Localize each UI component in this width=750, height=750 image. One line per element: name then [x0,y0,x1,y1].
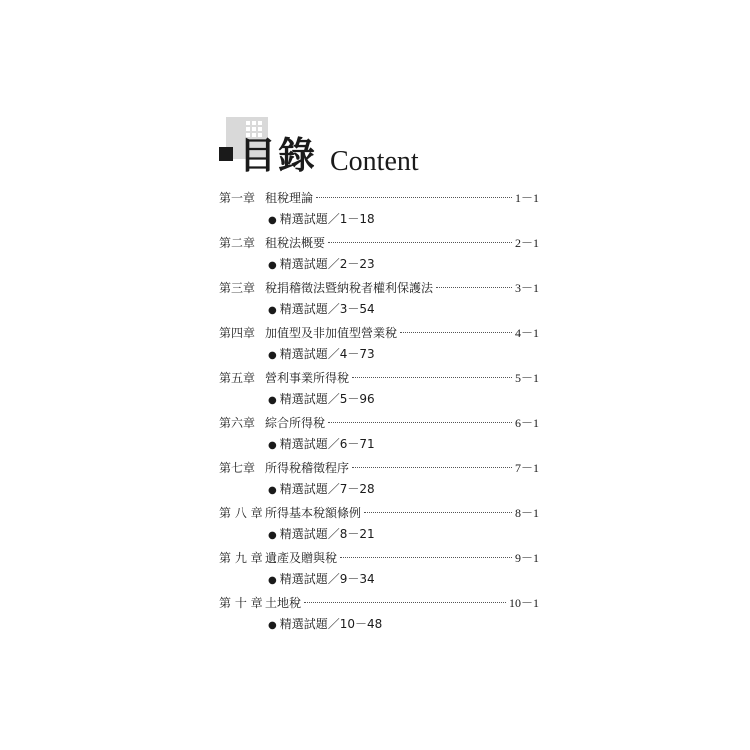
exercise-row[interactable] [268,614,382,634]
chapter-title: 稅捐稽徵法暨納稅者權利保護法 [265,281,434,295]
chapter-title: 租稅法概要 [265,236,326,250]
chapter-row[interactable] [219,187,539,209]
exercise-row[interactable] [268,209,375,229]
dot-leader [328,242,512,243]
chapter-title: 所得基本稅額條例 [265,506,362,520]
dot-leader [436,287,512,288]
dot-leader [340,557,512,558]
page-title-english: Content [330,146,419,177]
exercise-label: 精選試題／3－54 [279,302,375,316]
dot-leader [364,512,512,513]
exercise-row[interactable] [268,434,375,454]
exercise-label: 精選試題／4－73 [279,347,375,361]
title-square-icon [219,147,233,161]
chapter-number: 第六章 [219,416,256,430]
exercise-label: 精選試題／8－21 [279,527,375,541]
bullet-icon: ● [268,485,277,496]
chapter-page: 6－1 [514,416,539,430]
exercise-row[interactable] [268,389,375,409]
chapter-number: 第一章 [219,191,256,205]
chapter-title: 土地稅 [265,596,302,610]
dot-leader [316,197,512,198]
chapter-number: 第三章 [219,281,256,295]
chapter-row[interactable] [219,547,539,569]
bullet-icon: ● [268,260,277,271]
dot-leader [352,377,512,378]
chapter-title: 遺產及贈與稅 [265,551,338,565]
bullet-icon: ● [268,395,277,406]
exercise-label: 精選試題／7－28 [279,482,375,496]
chapter-page: 2－1 [514,236,539,250]
chapter-row[interactable] [219,592,539,614]
toc-entry [219,367,539,412]
chapter-number: 第五章 [219,371,256,385]
chapter-row[interactable] [219,502,539,524]
chapter-number: 第 九 章 [219,551,263,565]
dot-leader [304,602,506,603]
chapter-row[interactable] [219,277,539,299]
page-title: 目錄 [239,134,317,177]
exercise-row[interactable] [268,569,375,589]
toc-entry [219,187,539,232]
chapter-row[interactable] [219,232,539,254]
toc-entry [219,412,539,457]
chapter-title: 營利事業所得稅 [265,371,350,385]
exercise-label: 精選試題／2－23 [279,257,375,271]
toc-entry [219,232,539,277]
chapter-title: 所得稅稽徵程序 [265,461,350,475]
chapter-title: 加值型及非加值型營業稅 [265,326,398,340]
bullet-icon: ● [268,530,277,541]
toc-entry [219,277,539,322]
exercise-label: 精選試題／5－96 [279,392,375,406]
exercise-row[interactable] [268,479,375,499]
chapter-title: 租稅理論 [265,191,314,205]
bullet-icon: ● [268,575,277,586]
toc-entry [219,457,539,502]
chapter-page: 1－1 [514,191,539,205]
exercise-label: 精選試題／6－71 [279,437,375,451]
chapter-number: 第 八 章 [219,506,263,520]
table-of-contents [219,187,539,637]
toc-entry [219,592,539,637]
toc-entry [219,502,539,547]
bullet-icon: ● [268,440,277,451]
chapter-page: 8－1 [514,506,539,520]
exercise-row[interactable] [268,254,375,274]
chapter-row[interactable] [219,322,539,344]
exercise-label: 精選試題／9－34 [279,572,375,586]
exercise-row[interactable] [268,344,375,364]
toc-entry [219,322,539,367]
chapter-number: 第四章 [219,326,256,340]
dot-leader [400,332,512,333]
chapter-page: 5－1 [514,371,539,385]
bullet-icon: ● [268,215,277,226]
exercise-label: 精選試題／10－48 [279,617,383,631]
chapter-page: 4－1 [514,326,539,340]
chapter-row[interactable] [219,367,539,389]
bullet-icon: ● [268,350,277,361]
dot-leader [328,422,512,423]
exercise-row[interactable] [268,524,375,544]
chapter-number: 第七章 [219,461,256,475]
chapter-title: 綜合所得稅 [265,416,326,430]
chapter-page: 3－1 [514,281,539,295]
chapter-page: 7－1 [514,461,539,475]
chapter-row[interactable] [219,457,539,479]
chapter-row[interactable] [219,412,539,434]
chapter-page: 9－1 [514,551,539,565]
dot-leader [352,467,512,468]
toc-entry [219,547,539,592]
bullet-icon: ● [268,305,277,316]
chapter-page: 10－1 [508,596,539,610]
chapter-number: 第二章 [219,236,256,250]
exercise-row[interactable] [268,299,375,319]
chapter-number: 第 十 章 [219,596,263,610]
exercise-label: 精選試題／1－18 [279,212,375,226]
bullet-icon: ● [268,620,277,631]
